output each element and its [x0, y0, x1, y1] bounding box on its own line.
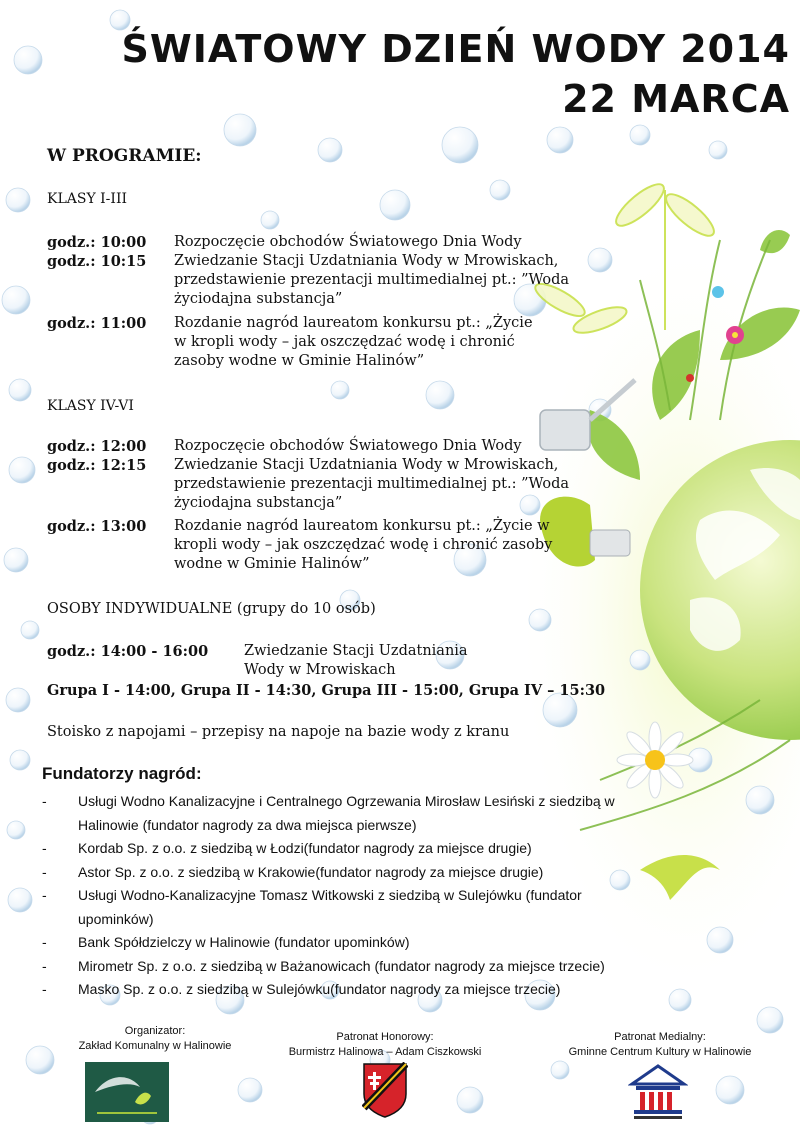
media-patron-block	[540, 1030, 780, 1060]
schedule-time: godz.: 14:00 - 16:00	[47, 643, 209, 660]
list-item	[42, 790, 742, 837]
program-heading: W PROGRAMIE:	[47, 146, 202, 166]
list-dash: -	[42, 981, 47, 997]
schedule-time: godz.: 12:15	[47, 457, 147, 474]
honorary-label: Patronat Honorowy:	[336, 1031, 434, 1043]
schedule-time: godz.: 10:00	[47, 234, 147, 251]
media-label: Patronat Medialny:	[614, 1031, 706, 1043]
list-item	[42, 837, 742, 861]
honorary-patron-block	[265, 1030, 505, 1060]
list-item	[42, 955, 742, 979]
organizer-label: Organizator:	[124, 1025, 186, 1037]
halinow-coat-of-arms-icon	[362, 1062, 408, 1118]
list-dash: -	[42, 887, 47, 903]
list-dash: -	[42, 840, 47, 856]
sponsors-heading: Fundatorzy nagród:	[42, 764, 202, 783]
schedule-desc: Rozdanie nagród laureatom konkursu pt.: „Życie w kropli wody – jak oszczędzać wodę i chronić zasoby wodne w Gminie Halinów”	[174, 315, 533, 369]
list-dash: -	[42, 793, 47, 809]
schedule-desc: Rozdanie nagród laureatom konkursu pt.: „Życie w kropli wody – jak oszczędzać wodę i chronić zasoby wodne w Gminie Halinów”	[174, 518, 553, 572]
sponsor-text: Kordab Sp. z o.o. z siedzibą w Łodzi(fundator nagrody za miejsce drugie)	[78, 840, 532, 856]
schedule-desc: Rozpoczęcie obchodów Światowego Dnia Wody	[174, 438, 522, 454]
schedule-desc: Rozpoczęcie obchodów Światowego Dnia Wody	[174, 234, 522, 250]
schedule-desc: Zwiedzanie Stacji Uzdatniania Wody w Mrowiskach, przedstawienie prezentacji multimedialnej pt.: ”Woda życiodajna substancja”	[174, 253, 570, 307]
sponsor-text: Usługi Wodno Kanalizacyjne i Centralnego Ogrzewania Mirosław Lesiński z siedzibą w Halinowie (fundator nagrody za dwa miejsca pierwsze)	[78, 793, 615, 833]
schedule-time: godz.: 13:00	[47, 518, 147, 535]
schedule-time: godz.: 12:00	[47, 438, 147, 455]
culture-centre-logo-icon	[628, 1062, 688, 1122]
organizer-name: Zakład Komunalny w Halinowie	[78, 1040, 232, 1052]
organizer-block	[70, 1024, 240, 1054]
list-dash: -	[42, 934, 47, 950]
schedule-desc: Zwiedzanie Stacji Uzdatniania Wody w Mrowiskach, przedstawienie prezentacji multimedialnej pt.: ”Woda życiodajna substancja”	[174, 457, 570, 511]
section-label-individual: OSOBY INDYWIDUALNE (grupy do 10 osób)	[47, 601, 376, 617]
sponsor-text: Usługi Wodno-Kanalizacyjne Tomasz Witkowski z siedzibą w Sulejówku (fundator upominków)	[78, 887, 582, 927]
sponsors-list	[42, 790, 742, 1002]
sponsor-text: Bank Spółdzielczy w Halinowie (fundator upominków)	[78, 934, 410, 950]
organizer-logo-icon	[85, 1062, 169, 1122]
group-times: Grupa I - 14:00, Grupa II - 14:30, Grupa III - 15:00, Grupa IV – 15:30	[47, 682, 606, 699]
list-item	[42, 861, 742, 885]
section-label-klasy-4-6: KLASY IV-VI	[47, 398, 134, 414]
schedule-time: godz.: 11:00	[47, 315, 147, 332]
list-item	[42, 884, 742, 931]
list-dash: -	[42, 863, 47, 880]
sponsor-text: Astor Sp. z o.o. z siedzibą w Krakowie(fundator nagrody za miejsce drugie)	[78, 863, 544, 880]
honorary-name: Burmistrz Halinowa – Adam Ciszkowski	[288, 1046, 482, 1058]
sponsor-text: Mirometr Sp. z o.o. z siedzibą w Bażanowicach (fundator nagrody za miejsce trzecie)	[78, 957, 605, 974]
drinks-stand: Stoisko z napojami – przepisy na napoje na bazie wody z kranu	[47, 724, 510, 740]
list-item	[42, 978, 742, 1002]
schedule-time: godz.: 10:15	[47, 253, 147, 270]
schedule-desc: Zwiedzanie Stacji Uzdatniania Wody w Mrowiskach	[244, 643, 468, 678]
event-title: ŚWIATOWY DZIEŃ WODY 2014	[121, 27, 790, 71]
sponsor-text: Masko Sp. z o.o. z siedzibą w Sulejówku(fundator nagrody za miejsce trzecie)	[78, 981, 561, 997]
event-date: 22 MARCA	[562, 77, 790, 121]
section-label-klasy-1-3: KLASY I-III	[47, 191, 128, 207]
media-name: Gminne Centrum Kultury w Halinowie	[568, 1046, 752, 1058]
list-item	[42, 931, 742, 955]
list-dash: -	[42, 957, 47, 974]
